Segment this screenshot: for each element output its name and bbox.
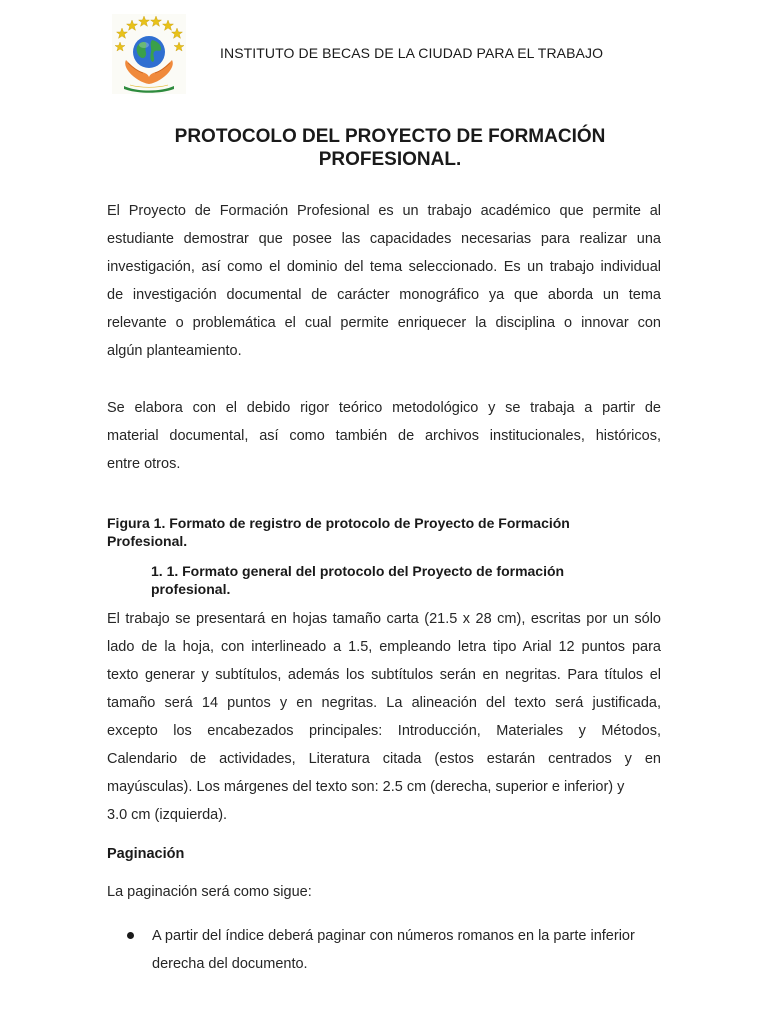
figure-caption-line-2: Profesional. <box>107 533 188 549</box>
subheading-line-1: 1. 1. Formato general del protocolo del Proyecto de formación <box>151 563 565 579</box>
paragraph-line: relevante o problemática el cual permite enriquecer la disciplina o innovar con <box>107 315 661 331</box>
paragraph-line: algún planteamiento. <box>107 343 242 359</box>
subheading-line-2: profesional. <box>151 581 231 597</box>
paragraph-line: texto generar y subtítulos, además los subtítulos serán en negritas. Para títulos el <box>107 667 661 683</box>
format-paragraph <box>107 605 661 829</box>
paragraph-line: de investigación documental de carácter monográfico ya que aborda un tema <box>107 287 661 303</box>
paragraph-line: tamaño será 14 puntos y en negritas. La alineación del texto será justificada, <box>107 695 661 711</box>
bullet-icon <box>127 932 134 939</box>
document-title-line-2: PROFESIONAL. <box>318 149 462 170</box>
paragraph-line: investigación, así como el dominio del tema seleccionado. Es un trabajo individual <box>107 259 661 275</box>
paragraph-line: 3.0 cm (izquierda). <box>107 807 228 823</box>
figure-caption <box>107 514 627 550</box>
bullet-line-1: A partir del índice deberá paginar con números romanos en la parte inferior <box>152 928 635 944</box>
pagination-heading: Paginación <box>107 846 185 862</box>
methodology-paragraph <box>107 394 661 478</box>
paragraph-line: material documental, así como también de archivos institucionales, históricos, <box>107 428 661 444</box>
paragraph-line: mayúsculas). Los márgenes del texto son: 2.5 cm (derecha, superior e inferior) y <box>107 779 625 795</box>
institution-logo <box>112 14 186 94</box>
paragraph-line: excepto los encabezados principales: Introducción, Materiales y Métodos, <box>107 723 661 739</box>
paragraph-line: El trabajo se presentará en hojas tamaño carta (21.5 x 28 cm), escritas por un sólo <box>107 611 661 627</box>
paragraph-line: estudiante demostrar que posee las capacidades necesarias para realizar una <box>107 231 661 247</box>
pagination-intro: La paginación será como sigue: <box>107 884 312 900</box>
paragraph-line: Se elabora con el debido rigor teórico metodológico y se trabaja a partir de <box>107 400 661 416</box>
institution-name: INSTITUTO DE BECAS DE LA CIUDAD PARA EL TRABAJO <box>220 45 604 61</box>
document-title <box>120 125 660 171</box>
bullet-text <box>152 922 664 978</box>
document-title-line-1: PROTOCOLO DEL PROYECTO DE FORMACIÓN <box>174 126 606 147</box>
paragraph-line: lado de la hoja, con interlineado a 1.5, empleando letra tipo Arial 12 puntos para <box>107 639 661 655</box>
intro-paragraph <box>107 197 661 365</box>
bullet-line-2: derecha del documento. <box>152 956 308 972</box>
section-subheading <box>151 562 631 598</box>
paragraph-line: Calendario de actividades, Literatura citada (estos estarán centrados y en <box>107 751 661 767</box>
paragraph-line: El Proyecto de Formación Profesional es un trabajo académico que permite al <box>107 203 661 219</box>
figure-caption-line-1: Figura 1. Formato de registro de protocolo de Proyecto de Formación <box>107 515 570 531</box>
paragraph-line: entre otros. <box>107 456 181 472</box>
